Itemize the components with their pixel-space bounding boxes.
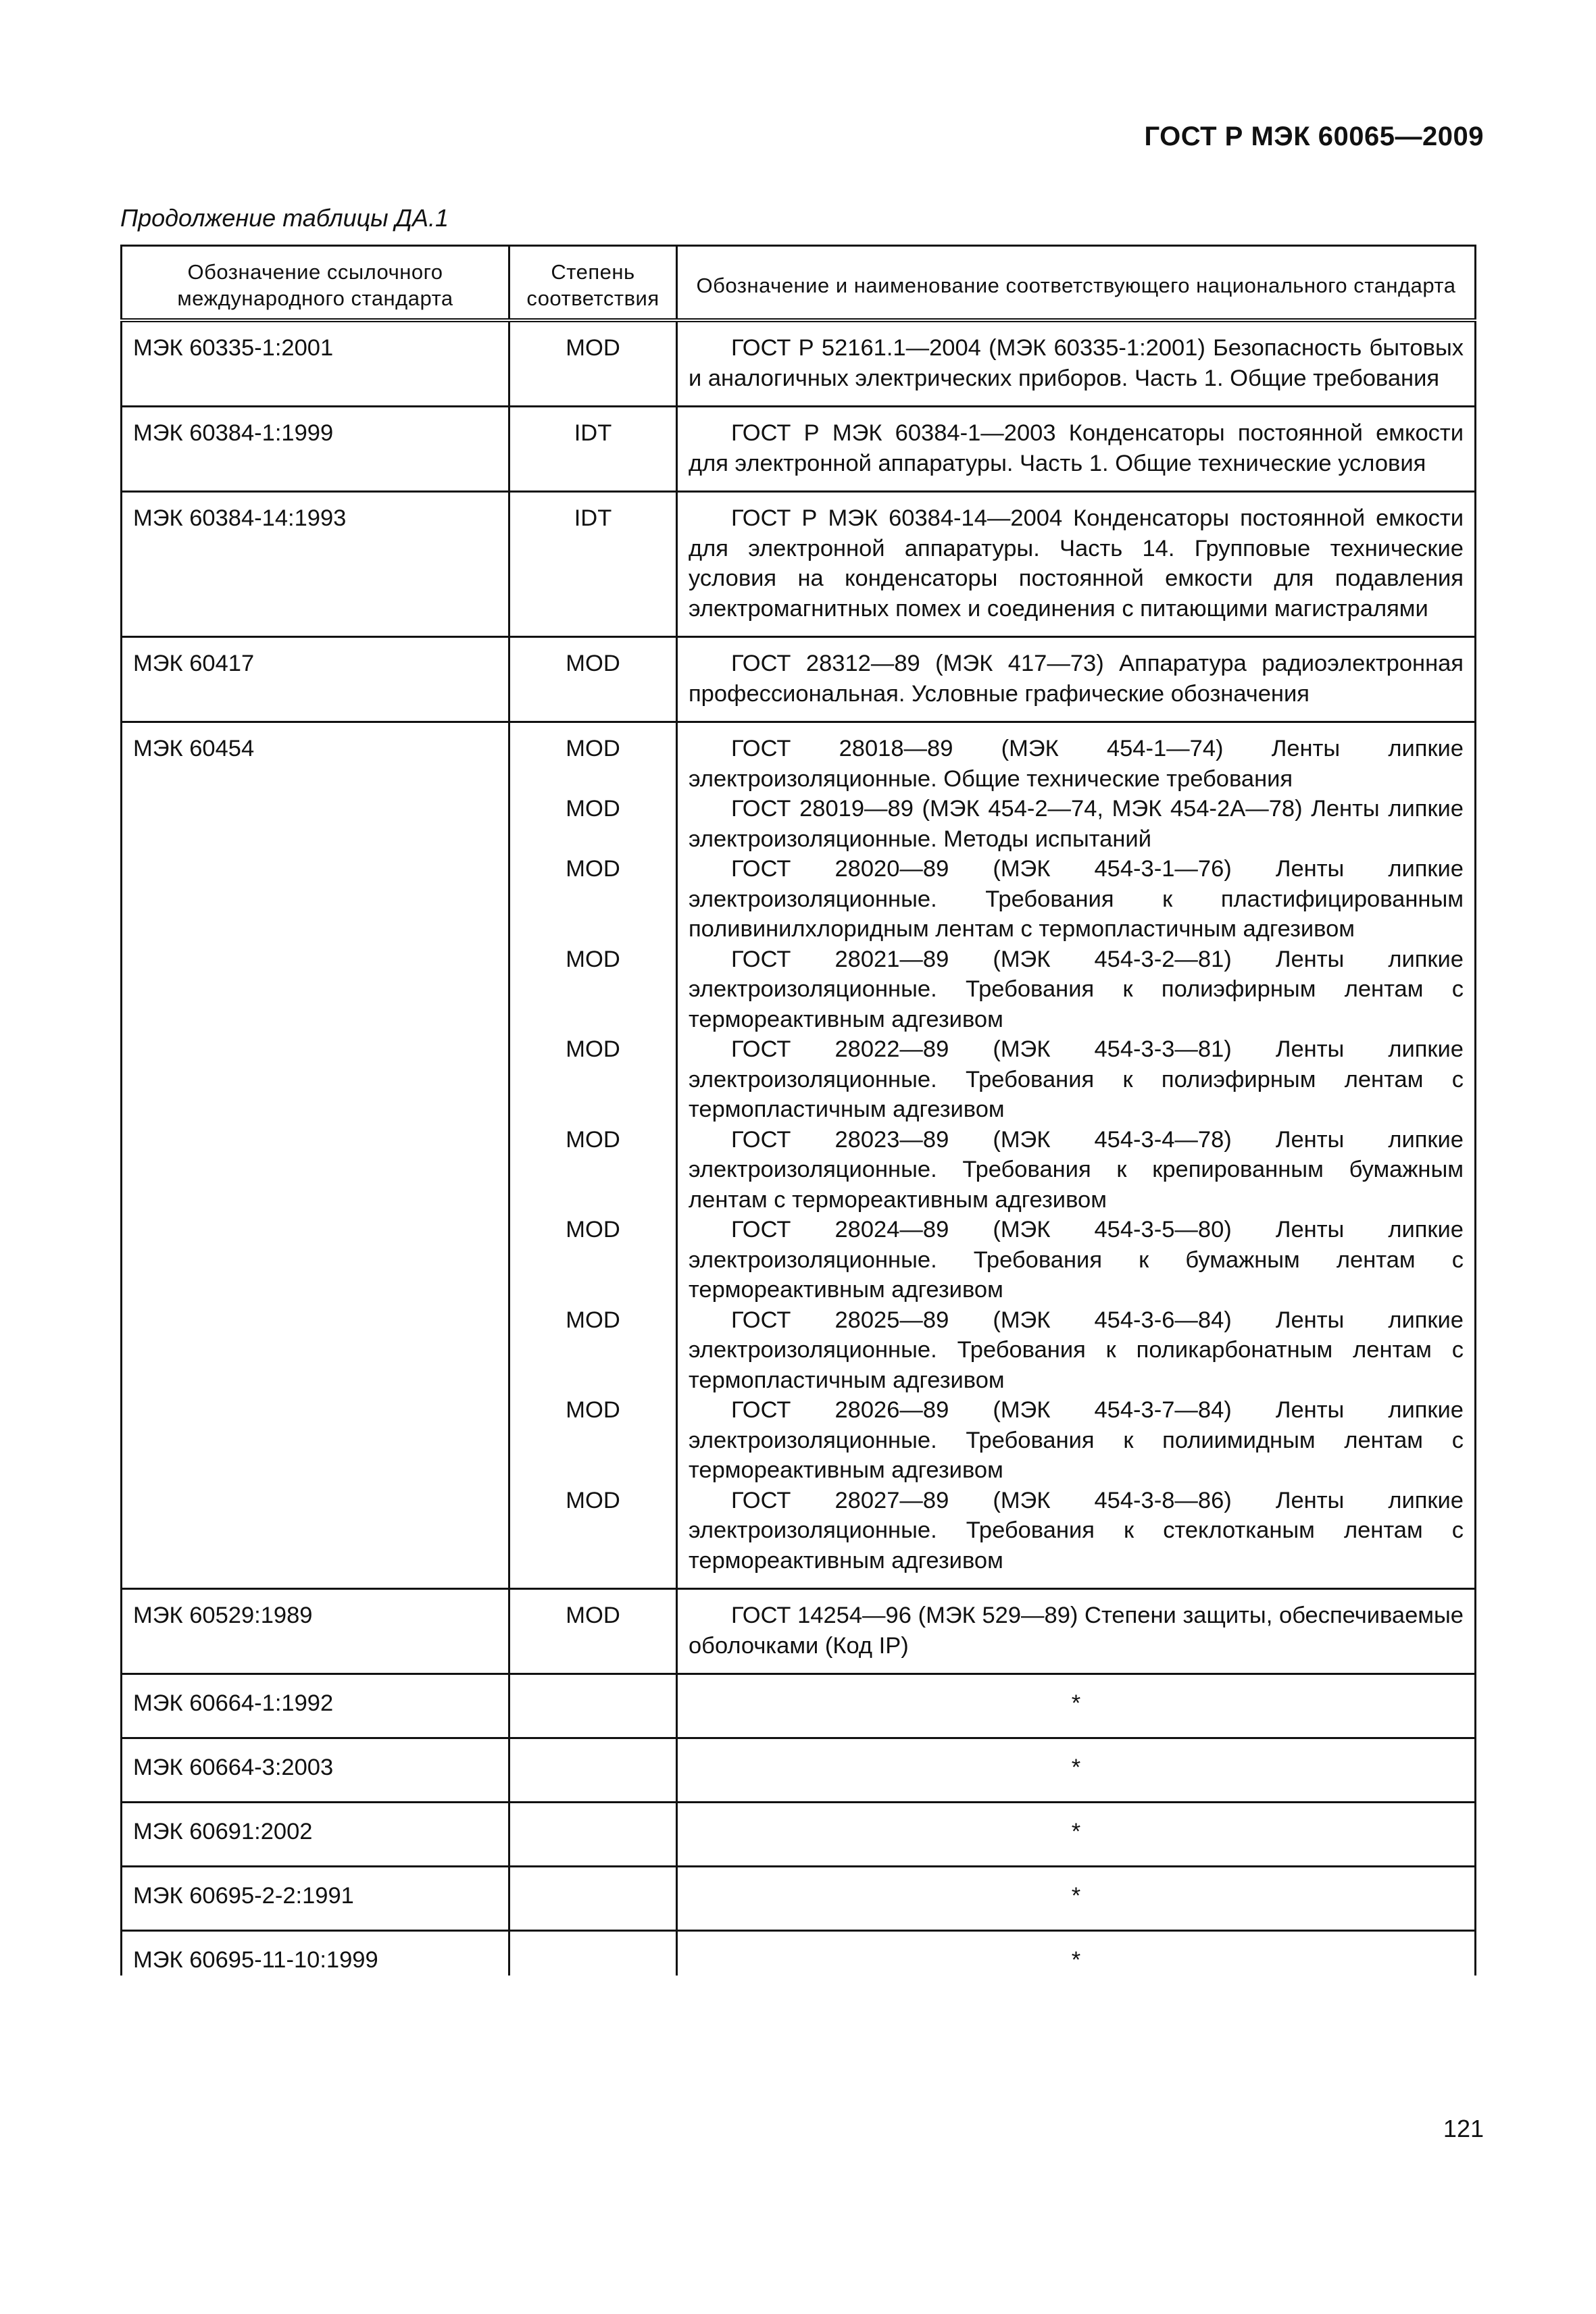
column-header-reference: Обозначение ссылочного международного стандарта	[122, 246, 509, 321]
national-standard-mark: *	[677, 1738, 1476, 1803]
national-standard	[677, 407, 1476, 492]
national-standard	[677, 492, 1476, 637]
table-row	[122, 1931, 1476, 1976]
degree-of-correspondence	[509, 722, 677, 1589]
degree-of-correspondence	[509, 1674, 677, 1738]
table-row	[122, 722, 1476, 1589]
national-standard-entry: ГОСТ 28021—89 (МЭК 454-3-2—81) Ленты липкие электроизоляционные. Требования к полиэфирным лентам с термореактивным адгезивом	[689, 946, 1464, 1032]
reference-standard: МЭК 60384-14:1993	[122, 492, 509, 637]
degree-of-correspondence	[509, 407, 677, 492]
reference-standard: МЭК 60664-1:1992	[122, 1674, 509, 1738]
reference-standard: МЭК 60384-1:1999	[122, 407, 509, 492]
national-standard	[677, 637, 1476, 722]
table-caption: Продолжение таблицы ДА.1	[120, 204, 449, 232]
national-standard-mark: *	[677, 1803, 1476, 1867]
degree-value: IDT	[574, 420, 612, 446]
table-row	[122, 1867, 1476, 1931]
degree-value: MOD	[566, 946, 620, 972]
national-standard-entry: ГОСТ Р МЭК 60384-1—2003 Конденсаторы постоянной емкости для электронной аппаратуры. Часть 1. Общие технические условия	[689, 420, 1464, 476]
national-standard-mark: *	[677, 1867, 1476, 1931]
national-standard-entry: ГОСТ 14254—96 (МЭК 529—89) Степени защиты, обеспечиваемые оболочками (Код IP)	[689, 1603, 1464, 1659]
national-standard-entry: ГОСТ 28019—89 (МЭК 454-2—74, МЭК 454-2А—78) Ленты липкие электроизоляционные. Методы испытаний	[689, 796, 1464, 852]
reference-standard: МЭК 60529:1989	[122, 1589, 509, 1674]
degree-of-correspondence	[509, 637, 677, 722]
national-standard-mark: *	[1071, 1947, 1081, 1973]
degree-value: MOD	[566, 1487, 620, 1513]
national-standard-entry: ГОСТ 28025—89 (МЭК 454-3-6—84) Ленты липкие электроизоляционные. Требования к поликарбонатным лентам с термопластичным адгезивом	[689, 1307, 1464, 1393]
national-standard-entry: ГОСТ Р МЭК 60384-14—2004 Конденсаторы постоянной емкости для электронной аппаратуры. Часть 14. Групповые технические условия на конденсаторы постоянной емкости для подавления электромагнитных помех и соединения с питающими магистралями	[689, 505, 1464, 622]
page-number: 121	[1443, 2115, 1484, 2142]
national-standard	[677, 1589, 1476, 1674]
column-header-degree: Степень соответствия	[509, 246, 677, 321]
correspondence-table	[120, 245, 1476, 1976]
reference-standard: МЭК 60691:2002	[122, 1803, 509, 1867]
column-header-national-standard: Обозначение и наименование соответствующего национального стандарта	[696, 273, 1456, 297]
national-standard	[677, 320, 1476, 407]
degree-value: MOD	[566, 796, 620, 822]
table-row	[122, 1674, 1476, 1738]
national-standard-entry: ГОСТ 28022—89 (МЭК 454-3-3—81) Ленты липкие электроизоляционные. Требования к полиэфирным лентам с термопластичным адгезивом	[689, 1036, 1464, 1122]
national-standard-entry: ГОСТ 28027—89 (МЭК 454-3-8—86) Ленты липкие электроизоляционные. Требования к стеклотканым лентам с термореактивным адгезивом	[689, 1487, 1464, 1574]
reference-standard: МЭК 60695-11-10:1999	[122, 1931, 509, 1976]
degree-value: MOD	[566, 1603, 620, 1628]
degree-value: MOD	[566, 736, 620, 761]
reference-standard: МЭК 60454	[122, 722, 509, 1589]
degree-value: MOD	[566, 651, 620, 676]
degree-value: MOD	[566, 1126, 620, 1153]
table-body	[122, 320, 1476, 1976]
degree-value: MOD	[566, 1217, 620, 1242]
table-row	[122, 1803, 1476, 1867]
degree-value: MOD	[566, 335, 620, 361]
degree-value: MOD	[566, 1036, 620, 1062]
table-row	[122, 407, 1476, 492]
reference-standard: МЭК 60664-3:2003	[122, 1738, 509, 1803]
table-row	[122, 1738, 1476, 1803]
national-standard-mark: *	[677, 1674, 1476, 1738]
degree-of-correspondence	[509, 1589, 677, 1674]
national-standard	[677, 722, 1476, 1589]
national-standard-entry: ГОСТ Р 52161.1—2004 (МЭК 60335-1:2001) Безопасность бытовых и аналогичных электрических приборов. Часть 1. Общие требования	[689, 335, 1464, 391]
national-standard-entry: ГОСТ 28023—89 (МЭК 454-3-4—78) Ленты липкие электроизоляционные. Требования к крепированным бумажным лентам с термореактивным адгезивом	[689, 1126, 1464, 1213]
table-header-row	[122, 246, 1476, 321]
national-standard-entry: ГОСТ 28020—89 (МЭК 454-3-1—76) Ленты липкие электроизоляционные. Требования к пластифицированным поливинилхлоридным лентам с термопластичным адгезивом	[689, 856, 1464, 942]
table-row	[122, 637, 1476, 722]
reference-standard: МЭК 60695-2-2:1991	[122, 1867, 509, 1931]
degree-value: IDT	[574, 505, 612, 531]
national-standard-entry: ГОСТ 28024—89 (МЭК 454-3-5—80) Ленты липкие электроизоляционные. Требования к бумажным лентам с термореактивным адгезивом	[689, 1217, 1464, 1303]
degree-value: MOD	[566, 1307, 620, 1333]
national-standard-entry: ГОСТ 28026—89 (МЭК 454-3-7—84) Ленты липкие электроизоляционные. Требования к полиимидным лентам с термореактивным адгезивом	[689, 1397, 1464, 1483]
degree-value: MOD	[566, 856, 620, 882]
table-row	[122, 492, 1476, 637]
degree-of-correspondence	[509, 492, 677, 637]
table-row	[122, 320, 1476, 407]
national-standard-entry: ГОСТ 28018—89 (МЭК 454-1—74) Ленты липкие электроизоляционные. Общие технические требования	[689, 736, 1464, 792]
degree-of-correspondence	[509, 1931, 677, 1976]
national-standard-entry: ГОСТ 28312—89 (МЭК 417—73) Аппаратура радиоэлектронная профессиональная. Условные графические обозначения	[689, 651, 1464, 707]
document-code-header: ГОСТ Р МЭК 60065—2009	[1144, 122, 1484, 151]
degree-of-correspondence	[509, 320, 677, 407]
degree-of-correspondence	[509, 1867, 677, 1931]
degree-of-correspondence	[509, 1803, 677, 1867]
degree-value: MOD	[566, 1397, 620, 1423]
table-row	[122, 1589, 1476, 1674]
reference-standard: МЭК 60335-1:2001	[122, 320, 509, 407]
degree-of-correspondence	[509, 1738, 677, 1803]
reference-standard: МЭК 60417	[122, 637, 509, 722]
